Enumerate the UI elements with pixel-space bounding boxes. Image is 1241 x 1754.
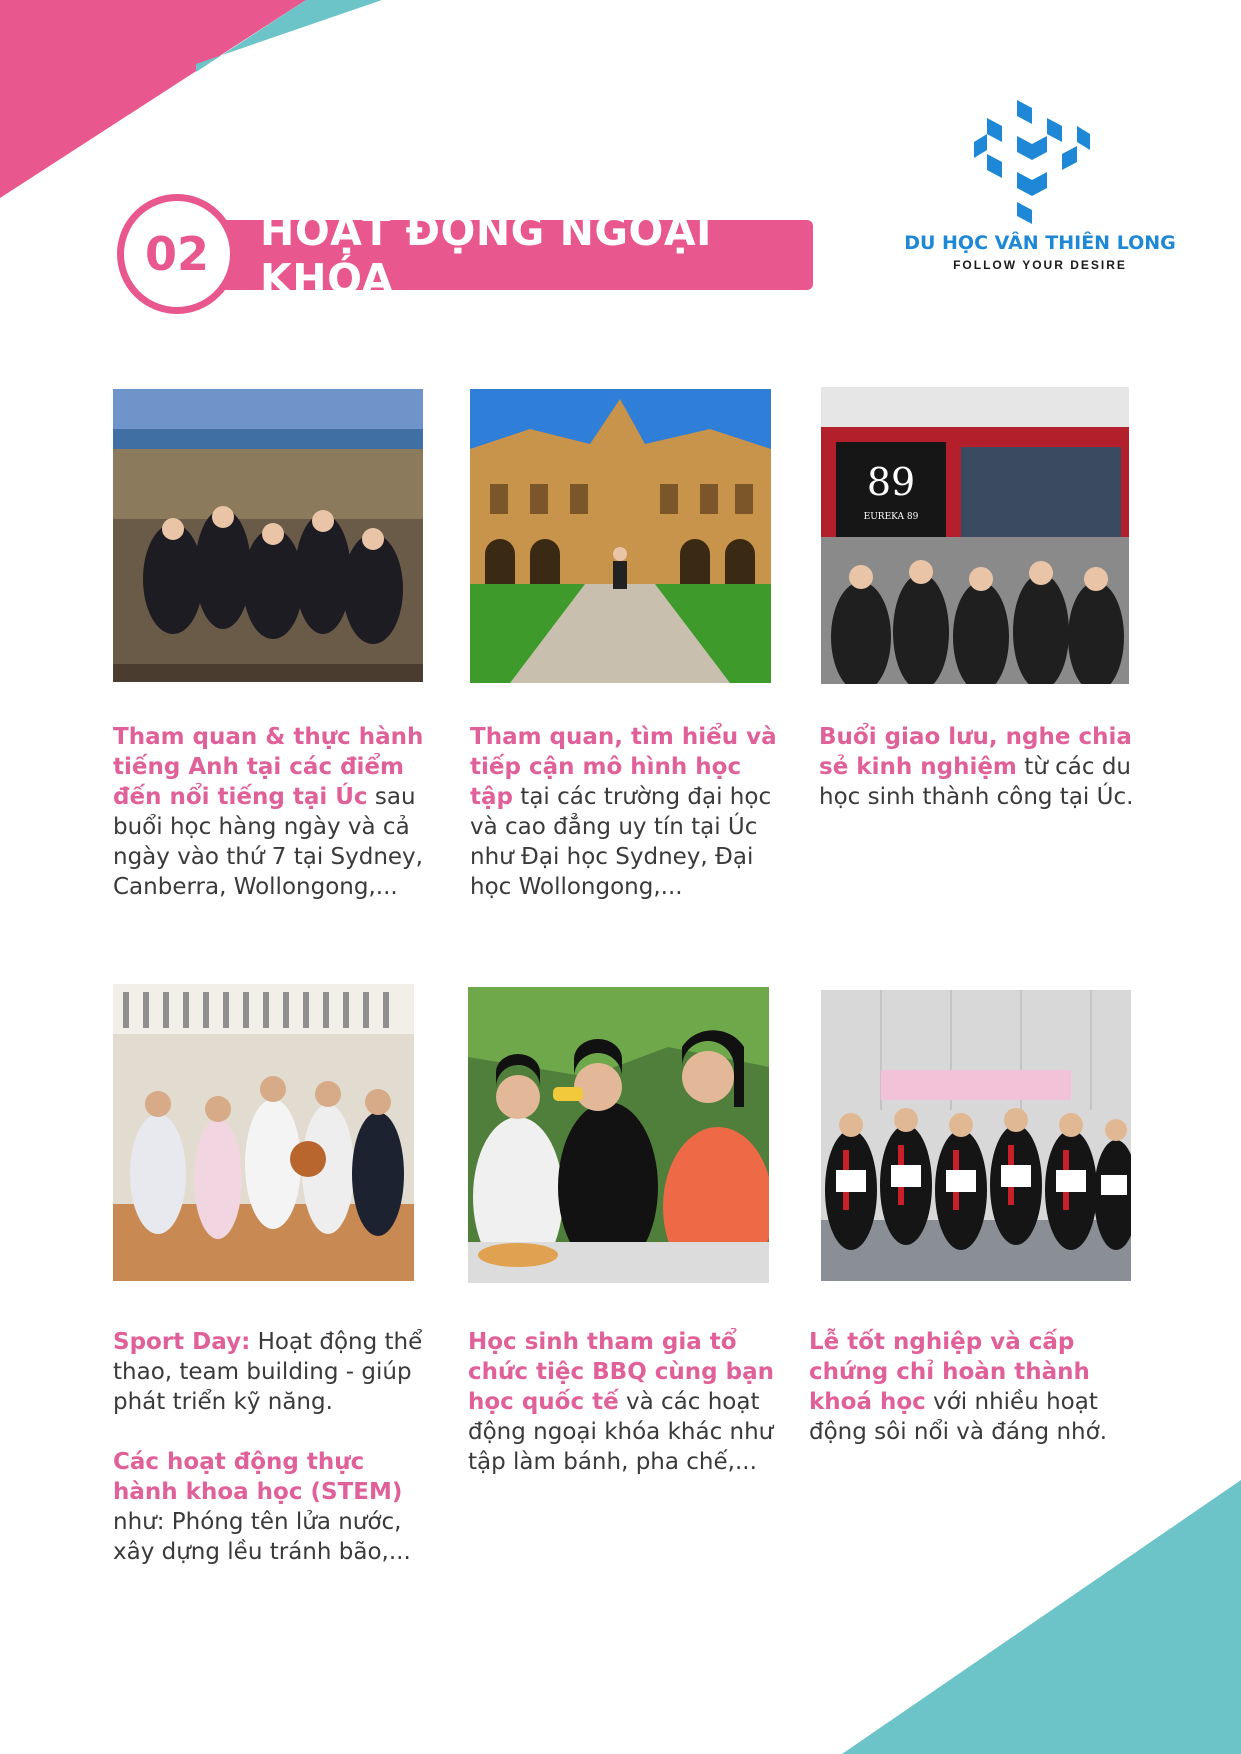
brand-name: DU HỌC VÂN THIÊN LONG: [904, 232, 1176, 254]
section-number: 02: [144, 227, 209, 281]
paragraph-gap: [113, 1417, 429, 1447]
section-title: HOẠT ĐỘNG NGOẠI KHÓA: [260, 207, 712, 303]
eureka-label-text: EUREKA 89: [863, 512, 919, 522]
photo-graduation: [821, 990, 1131, 1281]
top-left-teal-stripe: [196, 0, 382, 118]
activity-caption-3: [819, 722, 1139, 812]
photo-sport-day: [113, 984, 414, 1281]
brand-logo: [900, 98, 1180, 278]
activity-2-text: tại các trường đại học và cao đẳng uy tín tại Úc như Đại học Sydney, Đại học Wollongong,...: [470, 784, 772, 900]
hexagon-cube-logo-icon: [972, 98, 1092, 226]
photo-bbq-party: [468, 987, 769, 1283]
section-header-bar: [205, 207, 813, 303]
group-photo-lookout-icon: [113, 389, 423, 682]
photo-eureka89-group: [821, 387, 1129, 684]
bbq-party-photo-icon: [468, 987, 769, 1283]
activity-caption-6: [809, 1327, 1139, 1447]
activity-4-text-2: như: Phóng tên lửa nước, xây dựng lều tránh bão,...: [113, 1509, 411, 1565]
activity-4-highlight-2: Các hoạt động thực hành khoa học (STEM): [113, 1449, 403, 1505]
activity-3-highlight: Buổi giao lưu, nghe chia sẻ kinh nghiệm: [819, 724, 1132, 780]
activity-5-text: và các hoạt động ngoại khóa khác như tập làm bánh, pha chế,...: [468, 1389, 774, 1475]
university-quad-photo-icon: [470, 389, 771, 683]
activity-caption-2: [470, 722, 788, 902]
section-number-badge: [117, 194, 237, 314]
activity-3-text: từ các du học sinh thành công tại Úc.: [819, 754, 1134, 810]
graduation-photo-icon: [821, 990, 1131, 1281]
photo-lookout-group: [113, 389, 423, 682]
activity-4-text: Hoạt động thể thao, team building - giúp phát triển kỹ năng.: [113, 1329, 423, 1415]
sport-day-photo-icon: [113, 984, 414, 1281]
activity-caption-1: [113, 722, 433, 902]
activity-6-text: với nhiều hoạt động sôi nổi và đáng nhớ.: [809, 1389, 1108, 1445]
activity-4-highlight: Sport Day:: [113, 1329, 251, 1355]
top-left-pink-triangle: [0, 0, 306, 198]
activity-5-highlight: Học sinh tham gia tổ chức tiệc BBQ cùng bạn học quốc tế: [468, 1329, 774, 1415]
brand-tagline: FOLLOW YOUR DESIRE: [953, 258, 1127, 272]
photo-university-quad: [470, 389, 771, 683]
group-photo-eureka89-icon: [821, 387, 1129, 684]
activity-caption-5: [468, 1327, 788, 1477]
activity-caption-4: [113, 1327, 429, 1567]
activity-1-highlight: Tham quan & thực hành tiếng Anh tại các điểm đến nổi tiếng tại Úc: [113, 724, 424, 810]
activity-2-highlight: Tham quan, tìm hiểu và tiếp cận mô hình học tập: [470, 724, 777, 810]
eureka-number-text: 89: [866, 460, 916, 504]
bottom-right-teal-triangle: [842, 1480, 1241, 1754]
activity-1-text: sau buổi học hàng ngày và cả ngày vào thứ 7 tại Sydney, Canberra, Wollongong,...: [113, 784, 423, 900]
activity-6-highlight: Lễ tốt nghiệp và cấp chứng chỉ hoàn thành khoá học: [809, 1329, 1090, 1415]
